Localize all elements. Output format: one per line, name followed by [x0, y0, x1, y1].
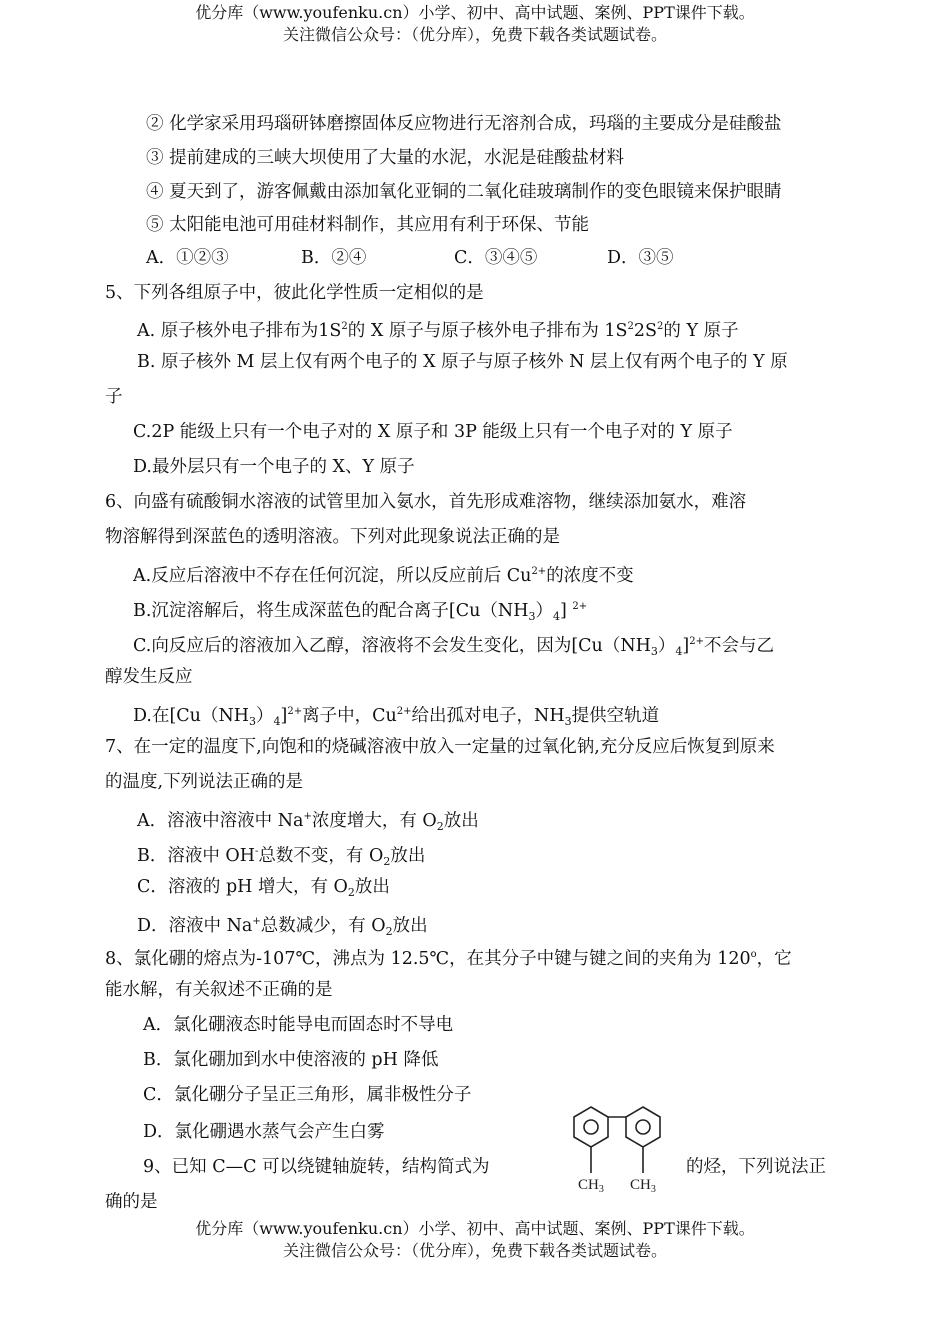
q7-b-text-1: B．溶液中 OH — [137, 846, 256, 866]
q7-d-sub: 2 — [385, 925, 393, 938]
page-footer — [0, 1218, 950, 1262]
q4-option-b: B．②④ — [301, 248, 367, 268]
q6-d-text-1: D.在[Cu（NH — [133, 706, 250, 726]
q8-stem-text-2: ，它 — [756, 949, 792, 969]
q6-c-text-1: C.向反应后的溶液加入乙醇，溶液将不会发生变化，因为[Cu（NH — [133, 636, 651, 656]
q5-option-c: C.2P 能级上只有一个电子对的 X 原子和 3P 能级上只有一个电子对的 Y 原子 — [133, 422, 733, 442]
q8-stem-line-2: 能水解，有关叙述不正确的是 — [105, 980, 333, 1000]
q6-d-sup-2: 2+ — [396, 706, 412, 717]
q7-d-sup: + — [252, 916, 261, 927]
q5-a-text-3: 2S — [633, 321, 658, 341]
q5-a-sup-2: 2 — [627, 321, 634, 332]
q7-b-text-2: 总数不变，有 O — [258, 846, 384, 866]
q9-stem-line-2: 确的是 — [105, 1192, 158, 1212]
right-methyl-label — [630, 1177, 656, 1195]
q4-item-3: ③ 提前建成的三峡大坝使用了大量的水泥，水泥是硅酸盐材料 — [146, 148, 625, 168]
q6-a-text-2: 的浓度不变 — [546, 566, 634, 586]
q7-stem-line-2: 的温度,下列说法正确的是 — [105, 772, 304, 792]
right-ring-circle — [636, 1120, 650, 1134]
q7-c-text-1: C．溶液的 pH 增大，有 O — [137, 877, 348, 897]
q7-option-b — [137, 840, 425, 874]
header-line-2: 关注微信公众号：（优分库），免费下载各类试题试卷。 — [282, 25, 667, 44]
q7-b-sub: 2 — [383, 855, 391, 868]
q7-option-c — [137, 875, 390, 905]
header-line-1: 优分库（www.youfenku.cn）小学、初中、高中试题、案例、PPT课件下载。 — [195, 3, 755, 22]
footer-line-2: 关注微信公众号：（优分库），免费下载各类试题试卷。 — [282, 1241, 667, 1260]
q4-option-a: A．①②③ — [146, 248, 229, 268]
q7-a-text-1: A．溶液中溶液中 Na — [137, 811, 304, 831]
q9-stem-line-1: 9、已知 C—C 可以绕键轴旋转，结构简式为 — [143, 1157, 490, 1177]
q7-stem-line-1: 7、在一定的温度下,向饱和的烧碱溶液中放入一定量的过氧化钠,充分反应后恢复到原来 — [105, 737, 775, 757]
q8-stem-line-1 — [105, 943, 792, 971]
q4-item-5: ⑤ 太阳能电池可用硅材料制作，其应用有利于环保、节能 — [146, 215, 590, 235]
q6-d-text-3: ] — [280, 706, 288, 726]
left-methyl-sub: 3 — [598, 1184, 604, 1195]
q7-option-a — [137, 805, 479, 839]
q6-stem-line-1: 6、向盛有硫酸铜水溶液的试管里加入氨水，首先形成难溶物，继续添加氨水，难溶 — [105, 492, 747, 512]
q7-a-text-2: 浓度增大，有 O — [311, 811, 437, 831]
q7-d-text-2: 总数减少，有 O — [260, 916, 386, 936]
q6-c-text-3: ] — [682, 636, 690, 656]
q5-option-b-line-2: 子 — [105, 387, 123, 407]
q6-c-text-2: ） — [657, 636, 676, 656]
left-benzene-ring — [574, 1107, 608, 1147]
q9-stem-line-1-end: 的烃，下列说法正 — [686, 1157, 826, 1177]
q6-stem-line-2: 物溶解得到深蓝色的透明溶液。下列对此现象说法正确的是 — [105, 527, 560, 547]
right-benzene-ring — [626, 1107, 660, 1147]
q6-b-text-2: ） — [535, 601, 553, 621]
q7-d-text-3: 放出 — [392, 916, 428, 936]
q6-option-c-line-2: 醇发生反应 — [105, 667, 193, 687]
q5-a-sup-3: 2 — [657, 321, 664, 332]
q6-b-sup: 2+ — [572, 601, 588, 612]
q6-a-sup: 2+ — [531, 566, 547, 577]
q7-c-text-2: 放出 — [354, 877, 390, 897]
q5-option-b-line-1: B. 原子核外 M 层上仅有两个电子的 X 原子与原子核外 N 层上仅有两个电子的 Y 原 — [137, 352, 788, 372]
right-methyl-sub: 3 — [650, 1184, 656, 1195]
q6-d-text-4: 离子中，Cu — [302, 706, 397, 726]
left-ring-circle — [584, 1120, 598, 1134]
q6-b-sub-2: 4 — [552, 610, 560, 623]
q6-d-text-6: 提供空轨道 — [571, 706, 660, 726]
q4-option-c: C．③④⑤ — [454, 248, 538, 268]
q5-option-d: D.最外层只有一个电子的 X、Y 原子 — [133, 457, 415, 477]
q8-option-a: A．氯化硼液态时能导电而固态时不导电 — [143, 1015, 454, 1035]
q6-d-sup-1: 2+ — [287, 706, 303, 717]
q7-d-text-1: D．溶液中 Na — [137, 916, 253, 936]
q6-a-text-1: A.反应后溶液中不存在任何沉淀，所以反应前后 Cu — [133, 566, 532, 586]
q8-option-d: D．氯化硼遇水蒸气会产生白雾 — [143, 1122, 385, 1142]
footer-line-1: 优分库（www.youfenku.cn）小学、初中、高中试题、案例、PPT课件下载。 — [195, 1219, 755, 1238]
q8-stem-text-1: 8、氯化硼的熔点为-107℃，沸点为 12.5℃，在其分子中键与键之间的夹角为 120 — [105, 949, 751, 969]
q7-option-d — [137, 910, 428, 944]
q8-option-c: C．氯化硼分子呈正三角形，属非极性分子 — [143, 1085, 472, 1105]
q4-options — [146, 246, 674, 270]
q4-item-4: ④ 夏天到了，游客佩戴由添加氧化亚铜的二氧化硅玻璃制作的变色眼镜来保护眼睛 — [146, 182, 782, 202]
q5-a-text-4: 的 Y 原子 — [663, 321, 739, 341]
q6-c-sub-1: 3 — [650, 645, 658, 658]
q7-b-text-3: 放出 — [390, 846, 426, 866]
right-methyl-ch: CH — [630, 1177, 651, 1193]
q6-option-d — [133, 700, 659, 734]
left-methyl-label — [578, 1177, 604, 1195]
q7-c-sub: 2 — [347, 886, 355, 899]
q8-option-b: B．氯化硼加到水中使溶液的 pH 降低 — [143, 1050, 439, 1070]
q6-d-sub-1: 3 — [249, 715, 257, 728]
q6-c-sup: 2+ — [689, 636, 704, 647]
q7-a-text-3: 放出 — [443, 811, 479, 831]
q7-a-sub: 2 — [436, 820, 444, 833]
q6-option-c-line-1 — [133, 630, 774, 664]
q5-a-sup-1: 2 — [341, 321, 348, 332]
q6-d-text-5: 给出孤对电子，NH — [411, 706, 565, 726]
q6-b-sub-1: 3 — [528, 610, 536, 623]
q6-c-sub-2: 4 — [675, 645, 683, 658]
q6-d-text-2: ） — [256, 706, 274, 726]
q5-a-text-1: A. 原子核外电子排布为1S — [137, 321, 342, 341]
q8-degree-sup: o — [750, 949, 757, 960]
q6-d-sub-2: 4 — [273, 715, 281, 728]
q5-stem: 5、下列各组原子中，彼此化学性质一定相似的是 — [105, 283, 484, 303]
page-header — [0, 2, 950, 46]
q4-item-2: ② 化学家采用玛瑙研钵磨擦固体反应物进行无溶剂合成，玛瑙的主要成分是硅酸盐 — [146, 114, 782, 134]
q6-option-a — [133, 560, 634, 588]
q6-d-sub-3: 3 — [564, 715, 572, 728]
q6-option-b — [133, 595, 587, 629]
q4-option-d: D．③⑤ — [607, 248, 674, 268]
q5-option-a — [137, 315, 739, 343]
q6-b-text-3: ] — [559, 601, 567, 621]
q6-c-text-4: 不会与乙 — [703, 636, 774, 656]
q7-b-sup: - — [255, 846, 259, 857]
left-methyl-ch: CH — [578, 1177, 599, 1193]
q5-a-text-2: 的 X 原子与原子核外电子排布为 1S — [347, 321, 628, 341]
q6-b-text-1: B.沉淀溶解后，将生成深蓝色的配合离子[Cu（NH — [133, 601, 529, 621]
dimethylbiphenyl-structure — [566, 1103, 676, 1195]
q7-a-sup: + — [303, 811, 312, 822]
